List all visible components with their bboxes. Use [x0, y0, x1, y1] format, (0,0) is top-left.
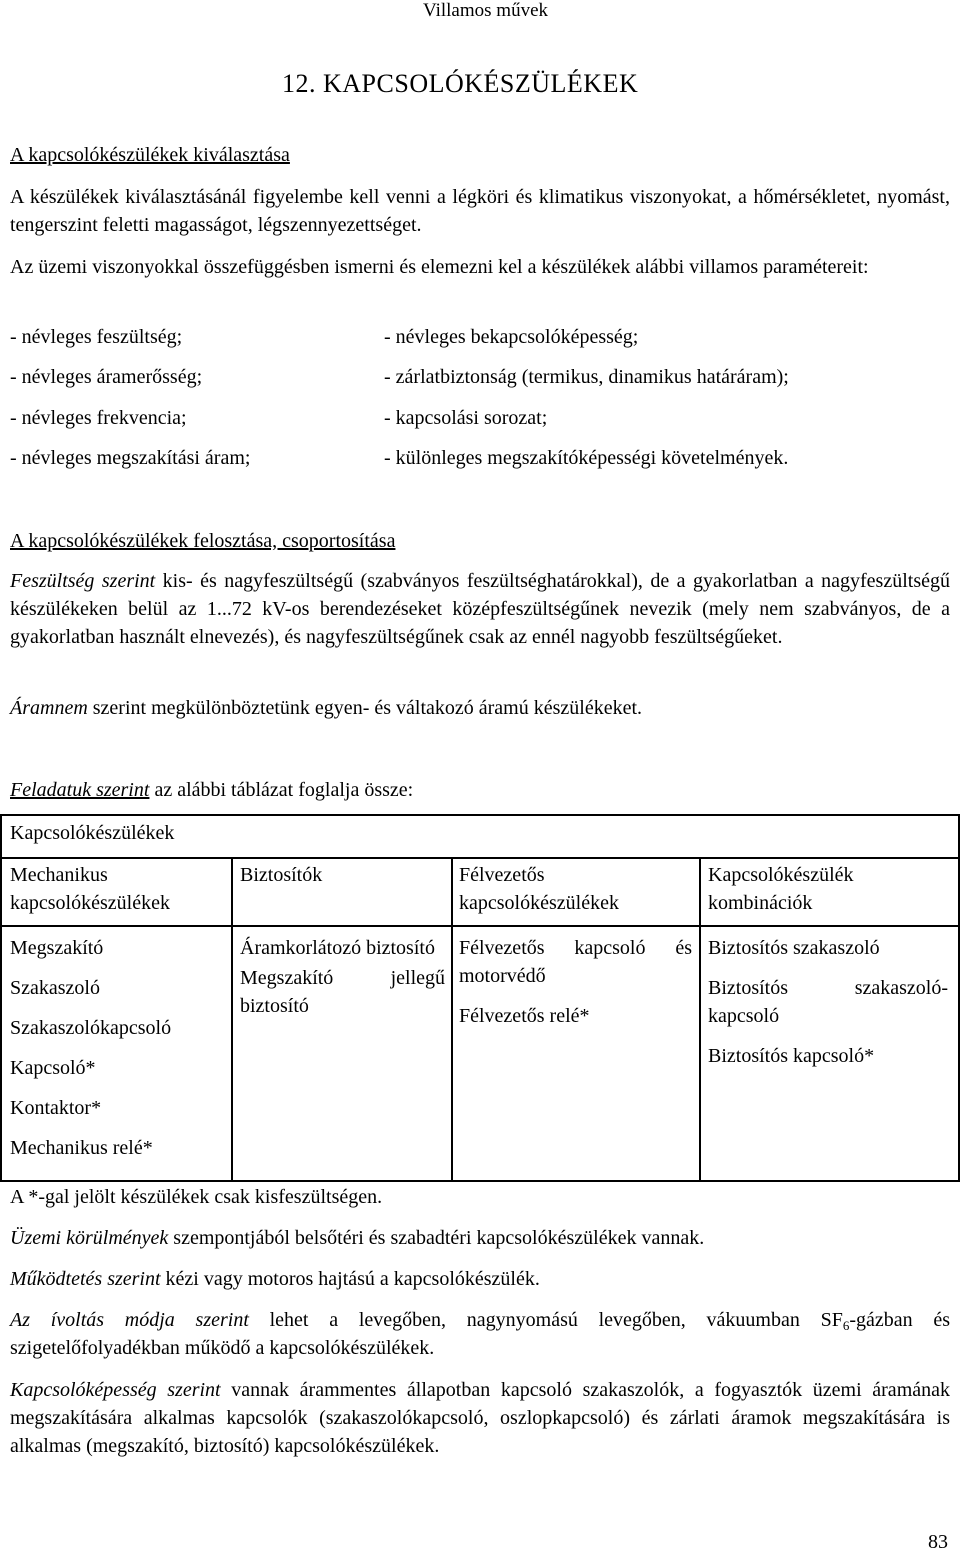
- table-cell: Megszakító jellegű biztosító: [240, 967, 445, 1017]
- paragraph-current-type: [10, 694, 950, 722]
- parameter-item: - kapcsolási sorozat;: [384, 407, 548, 429]
- paragraph-drive: [10, 1265, 950, 1293]
- arc-subscript: 6: [842, 1318, 850, 1333]
- running-header: Villamos művek: [423, 0, 548, 21]
- table-cell: Biztosítós szakaszoló-kapcsoló: [708, 977, 948, 1027]
- parameter-item: - zárlatbiztonság (termikus, dinamikus határáram);: [384, 366, 789, 388]
- table-cell: Félvezetős relé*: [459, 1005, 590, 1027]
- table-title: Kapcsolókészülékek: [10, 822, 175, 844]
- table-cell: Félvezetős kapcsoló és motorvédő: [459, 937, 692, 987]
- voltage-term: Feszültség szerint: [10, 570, 156, 592]
- operating-term: Üzemi körülmények: [10, 1227, 169, 1249]
- table-column-combinations: [708, 934, 948, 1082]
- parameter-row: [10, 444, 789, 472]
- arc-text-cont: -gázban és szigetelőfolyadékban működő a kapcsolókészülékek.: [10, 1309, 950, 1359]
- parameter-item: - különleges megszakítóképességi követelmények.: [384, 447, 789, 469]
- table-cell: Áramkorlátozó biztosító: [240, 937, 435, 959]
- current-text: szerint megkülönböztetünk egyen- és váltakozó áramú készülékeket.: [87, 697, 643, 719]
- table-column-fuses: [240, 934, 445, 1032]
- drive-term: Működtetés szerint: [10, 1268, 161, 1290]
- parameter-item: - névleges frekvencia;: [10, 407, 187, 429]
- paragraph-task: [10, 776, 950, 804]
- section-heading-selection: A kapcsolókészülékek kiválasztása: [10, 144, 290, 166]
- table-header-cell: Biztosítók: [240, 864, 323, 886]
- parameter-item: - névleges áramerősség;: [10, 366, 203, 388]
- table-column-semiconductor: [459, 934, 692, 1042]
- table-header-cell: Kapcsolókészülék kombinációk: [708, 864, 854, 914]
- chapter-title: 12. KAPCSOLÓKÉSZÜLÉKEK: [282, 69, 639, 98]
- section-heading-classification: A kapcsolókészülékek felosztása, csoportosítása: [10, 530, 396, 552]
- parameter-item: - névleges bekapcsolóképesség;: [384, 326, 639, 348]
- parameter-item: - névleges megszakítási áram;: [10, 447, 251, 469]
- table-col-divider: [699, 857, 701, 1182]
- paragraph-switching-capacity: [10, 1376, 950, 1460]
- table-cell: Megszakító: [10, 937, 104, 959]
- paragraph-parameters-intro: Az üzemi viszonyokkal összefüggésben ismerni és elemezni kel a készülékek alábbi villamos paramétereit:: [10, 256, 869, 278]
- page-number: 83: [928, 1531, 948, 1553]
- paragraph-operating-conditions: [10, 1224, 950, 1252]
- classification-table: [0, 814, 960, 1182]
- parameter-row: [10, 404, 548, 432]
- task-term: Feladatuk szerint: [10, 779, 150, 801]
- table-row-divider: [0, 857, 960, 859]
- voltage-text: kis- és nagyfeszültségű (szabványos feszültséghatárokkal), de a gyakorlatban a nagyfeszültségű készülékeken belül az 1...72 kV-os berendezéseket középfeszültségűnek nevezik (mely nem szabványos, de a gyakorlatban használt elnevezés), és nagyfeszültségűnek csak az ennél nagyobb feszültségűeket.: [10, 570, 950, 648]
- parameter-row: [10, 363, 789, 391]
- table-footnote: A *-gal jelölt készülékek csak kisfeszültségen.: [10, 1186, 383, 1208]
- table-border: [0, 814, 2, 1182]
- arc-text: lehet a levegőben, nagynyomású levegőben, vákuumban SF: [248, 1309, 843, 1331]
- table-cell: Szakaszoló: [10, 977, 100, 999]
- table-header-cell: Mechanikus kapcsolókészülékek: [10, 864, 170, 914]
- task-text: az alábbi táblázat foglalja össze:: [149, 779, 414, 801]
- table-cell: Szakaszolókapcsoló: [10, 1017, 172, 1039]
- table-cell: Kontaktor*: [10, 1097, 102, 1119]
- operating-text: szempontjából belsőtéri és szabadtéri kapcsolókészülékek vannak.: [168, 1227, 705, 1249]
- current-term: Áramnem: [10, 697, 88, 719]
- table-cell: Mechanikus relé*: [10, 1137, 153, 1159]
- capacity-text: vannak árammentes állapotban kapcsoló szakaszolók, a fogyasztók üzemi áramának megszakítására alkalmas kapcsolók (szakaszolókapcsoló, oszlopkapcsoló) és zárlati áramok megszakítására is alkalmas (megszakító, biztosító) kapcsolókészülékek.: [10, 1379, 950, 1457]
- paragraph-arc-extinction: [10, 1306, 950, 1362]
- arc-term: Az ívoltás módja szerint: [10, 1309, 249, 1331]
- paragraph-voltage: [10, 567, 950, 651]
- table-col-divider: [231, 857, 233, 1182]
- table-border: [0, 814, 960, 816]
- table-header-cell: Félvezetős kapcsolókészülékek: [459, 864, 619, 914]
- parameter-row: [10, 323, 639, 351]
- table-cell: Biztosítós szakaszoló: [708, 937, 880, 959]
- parameter-item: - névleges feszültség;: [10, 326, 183, 348]
- table-col-divider: [451, 857, 453, 1182]
- table-row-divider: [0, 925, 960, 927]
- table-cell: Biztosítós kapcsoló*: [708, 1045, 875, 1067]
- capacity-term: Kapcsolóképesség szerint: [10, 1379, 221, 1401]
- table-column-mechanical: [10, 934, 225, 1174]
- table-cell: Kapcsoló*: [10, 1057, 96, 1079]
- paragraph-selection-conditions: A készülékek kiválasztásánál figyelembe kell venni a légköri és klimatikus viszonyokat, a hőmérsékletet, nyomást, tengerszint feletti magasságot, légszennyezettséget.: [10, 186, 950, 236]
- table-border: [0, 1180, 960, 1182]
- drive-text: kézi vagy motoros hajtású a kapcsolókészülék.: [160, 1268, 540, 1290]
